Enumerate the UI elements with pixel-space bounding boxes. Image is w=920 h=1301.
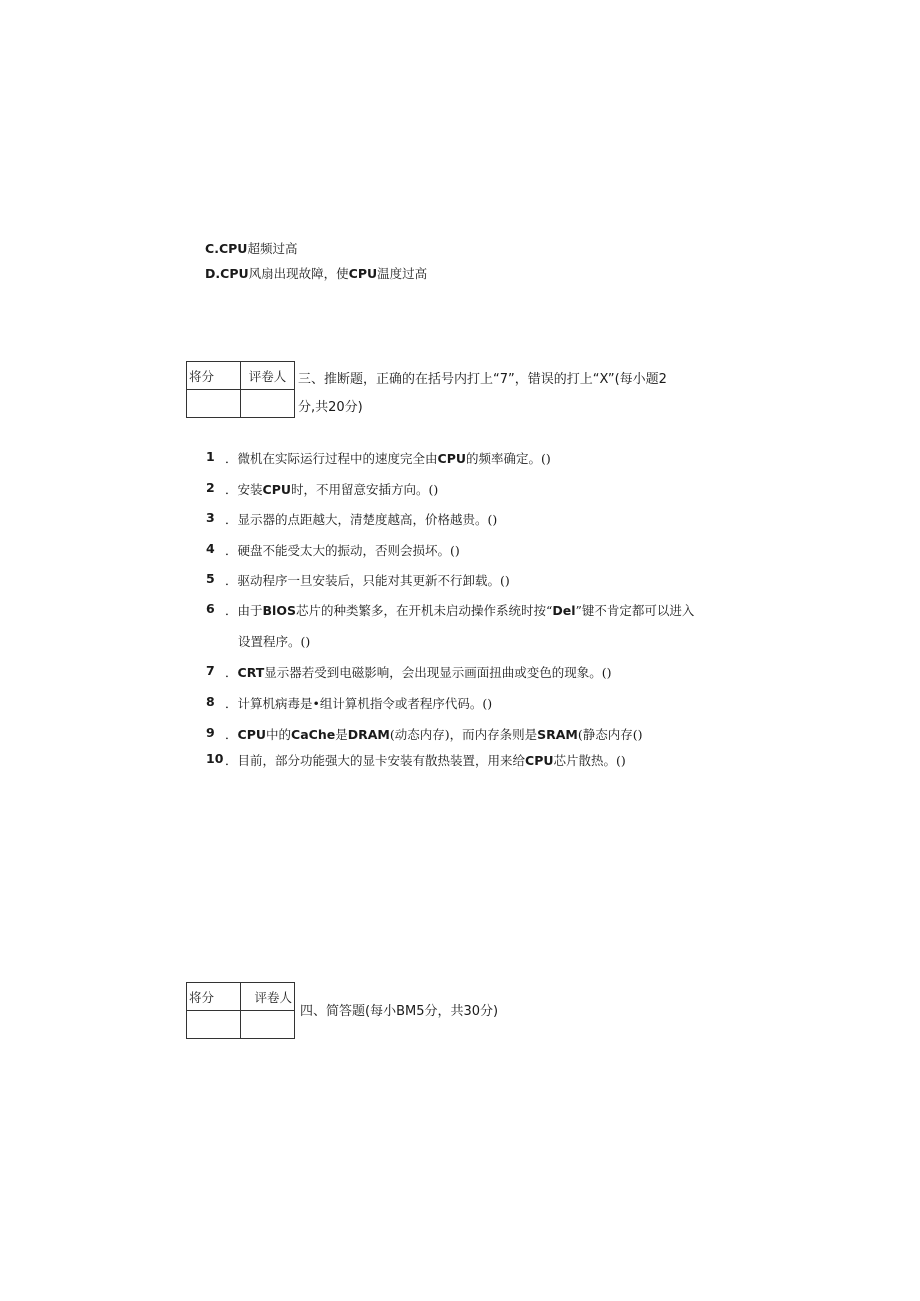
score-label: 将分 [187,983,241,1011]
question-number: 9 [206,725,215,740]
question-text: ．计算机病毒是•组计算机指令或者程序代码。() [225,696,493,711]
question-number: 1 [206,449,215,464]
question-number: 7 [206,663,215,678]
grader-cell [241,390,295,418]
score-cell [187,390,241,418]
question-text: ．显示器的点距越大，清楚度越高，价格越贵。() [225,512,498,527]
question-number: 2 [206,480,215,495]
score-cell [187,1011,241,1039]
question-text: ．驱动程序一旦安装后，只能对其更新不行卸载。() [225,573,510,588]
question-text: ．安装CPU时，不用留意安插方向。() [225,482,439,497]
question-number: 4 [206,541,215,556]
option-c: C.CPU超频过高 [205,241,298,256]
question-number: 3 [206,510,215,525]
question-text-continuation: 设置程序。() [238,634,311,649]
section3-score-table [186,361,295,418]
question-text: ．微机在实际运行过程中的速度完全由CPU的频率确定。() [225,451,551,466]
question-text: ．CPU中的CaChe是DRAM(动态内存)，而内存条则是SRAM(静态内存() [225,727,643,742]
score-label: 将分 [187,362,241,390]
section3-title: 三、推断题，正确的在括号内打上“7”，错误的打上“X”(每小题2 分,共20分) [298,372,667,415]
question-text: ．由于BlOS芯片的种类繁多，在开机未启动操作系统时按“Del”键不肯定都可以进入 [225,603,695,618]
question-number: 5 [206,571,215,586]
question-number: 6 [206,601,215,616]
question-text: ．CRT显示器若受到电磁影响，会出现显示画面扭曲或变色的现象。() [225,665,612,680]
grader-label: 评卷人 [241,362,295,390]
section4-score-table [186,982,295,1039]
grader-cell [241,1011,295,1039]
question-text: ．目前，部分功能强大的显卡安装有散热装置，用来给CPU芯片散热。() [225,753,626,768]
option-d: D.CPU风扇出现故障，使CPU温度过高 [205,266,428,281]
question-number: 10 [206,751,224,766]
section4-title: 四、简答题(每小BM5分，共30分) [300,1004,499,1019]
question-number: 8 [206,694,215,709]
grader-label: 评卷人 [241,983,295,1011]
question-text: ．硬盘不能受太大的振动，否则会损坏。() [225,543,460,558]
